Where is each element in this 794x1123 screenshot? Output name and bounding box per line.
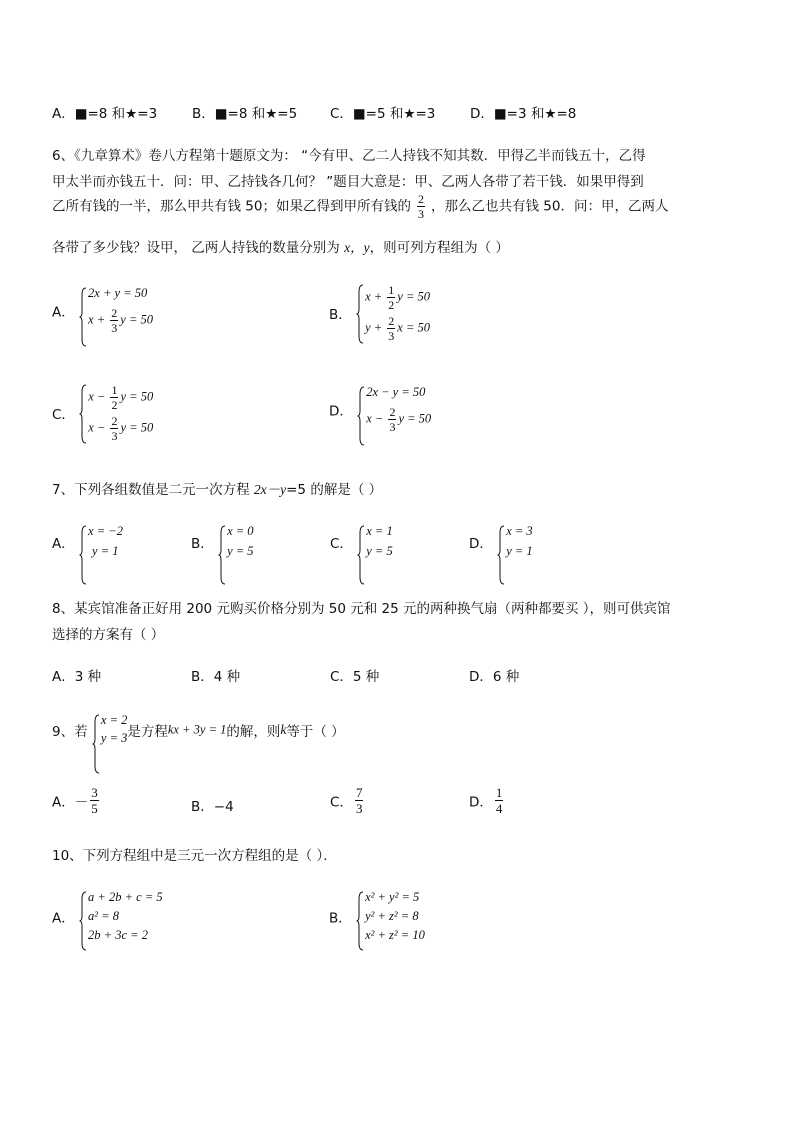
q6-line4-vars: x，y (344, 240, 370, 255)
brace-icon (357, 386, 365, 446)
q10-option-b: B． x² + y² = 5 y² + z² = 8 x² + z² = 10 (329, 891, 425, 942)
q7-option-d-system: x = 3 y = 1 (497, 525, 532, 559)
brace-icon (357, 525, 365, 585)
q10-option-a-system: a + 2b + c = 5 a² = 8 2b + 3c = 2 (79, 891, 163, 942)
q10-option-b-system: x² + y² = 5 y² + z² = 8 x² + z² = 10 (356, 891, 425, 942)
q6-option-c-label: C． (52, 407, 75, 423)
q6-line4-text-a: 各带了多少钱？设甲， 乙两人持钱的数量分别为 (52, 240, 345, 256)
brace-icon (218, 525, 226, 585)
q6-option-a-system: 2x + y = 50 x + $\frac{2}{3}$ y = 50 (79, 287, 153, 334)
q10-option-a: A． a + 2b + c = 5 a² = 8 2b + 3c = 2 (52, 891, 163, 942)
q9-stem: 9、若 x = 2 y = 3 是方程kx + 3y = 1的解，则k等于（ ） (52, 714, 345, 746)
q6-option-d-label: D． (329, 403, 353, 420)
brace-icon (79, 525, 87, 585)
q9-option-b: B．−4 (191, 799, 234, 815)
q8-option-d: D．6 种 (469, 669, 520, 685)
q7-option-a-system: x = −2 y = 1 (79, 525, 123, 559)
q5-option-a: A．■=8 和★=3 (52, 106, 158, 122)
q8-option-a: A．3 种 (52, 669, 102, 685)
q6-line3-text-b: ，那么乙也共有钱 50．问：甲，乙两人 (430, 198, 669, 215)
q8-option-b: B．4 种 (191, 669, 241, 685)
q5-option-d: D．■=3 和★=8 (470, 106, 577, 122)
q6-option-d-system: 2x − y = 50 x − $\frac{2}{3}$ y = 50 (357, 386, 431, 433)
q7-option-c: C． x = 1 y = 5 (330, 525, 393, 559)
q6-stem-line2: 甲太半而亦钱五十．问：甲、乙持钱各几何？ ”题目大意是：甲、乙两人各带了若干钱．如果甲得到 (52, 174, 644, 190)
q6-stem-line1: 6、《九章算术》卷八方程第十题原文为： “今有甲、乙二人持钱不知其数．甲得乙半而钱五十，乙得 (52, 148, 646, 164)
q7-option-b-system: x = 0 y = 5 (218, 525, 253, 559)
brace-icon (497, 525, 505, 585)
q6-option-a-label: A． (52, 304, 75, 321)
q8-option-c: C．5 种 (330, 669, 380, 685)
q7-equation: 2x－y (253, 482, 287, 497)
q6-line3-text-a: 乙所有钱的一半，那么甲共有钱 50；如果乙得到甲所有钱的 (52, 198, 411, 215)
q6-stem-line3 (52, 193, 668, 220)
brace-icon (79, 891, 87, 951)
q9-option-d: D． $\frac{1}{4}$ (469, 785, 503, 816)
q6-stem-line4 (52, 236, 509, 256)
q10-stem: 10、下列方程组中是三元一次方程组的是（ ）． (52, 848, 337, 864)
q5-option-b: B．■=8 和★=5 (192, 106, 298, 122)
q9-system: x = 2 y = 3 (92, 714, 127, 746)
brace-icon (79, 384, 87, 444)
q7-option-d: D． x = 3 y = 1 (469, 525, 533, 559)
brace-icon (356, 284, 364, 344)
q6-option-c (52, 384, 153, 442)
q6-option-c-system: x − $\frac{1}{2}$ y = 50 x − $\frac{2}{3}$ y = 50 (79, 384, 153, 442)
q9-equation: kx + 3y = 1 (167, 722, 227, 737)
brace-icon (79, 287, 87, 347)
q6-option-b-system: x + $\frac{1}{2}$ y = 50 y + $\frac{2}{3}$ x = 50 (356, 284, 430, 342)
q6-fraction-two-thirds: $\frac{2}{3}$ (417, 192, 424, 221)
q5-option-c: C．■=5 和★=3 (330, 106, 436, 122)
q6-line4-text-b: ，则可列方程组为（ ） (369, 240, 509, 256)
q6-option-b-label: B． (329, 307, 352, 323)
q7-option-a: A． x = −2 y = 1 (52, 525, 123, 559)
q6-option-b (329, 284, 430, 342)
q6-option-d (329, 386, 431, 433)
brace-icon (92, 714, 100, 774)
q8-stem-line1: 8、某宾馆准备正好用 200 元购买价格分别为 50 元和 25 元的两种换气扇（两种都要买 ），则可供宾馆 (52, 601, 671, 617)
q7-stem: 7、下列各组数值是二元一次方程 2x－y=5 的解是（ ） (52, 482, 383, 498)
brace-icon (356, 891, 364, 951)
q7-option-c-system: x = 1 y = 5 (357, 525, 392, 559)
q8-stem-line2: 选择的方案有（ ） (52, 627, 165, 643)
q9-option-c: C． $\frac{7}{3}$ (330, 785, 363, 816)
q9-option-a: A．－ $\frac{3}{5}$ (52, 785, 98, 816)
q7-option-b: B． x = 0 y = 5 (191, 525, 254, 559)
q6-option-a (52, 287, 153, 334)
